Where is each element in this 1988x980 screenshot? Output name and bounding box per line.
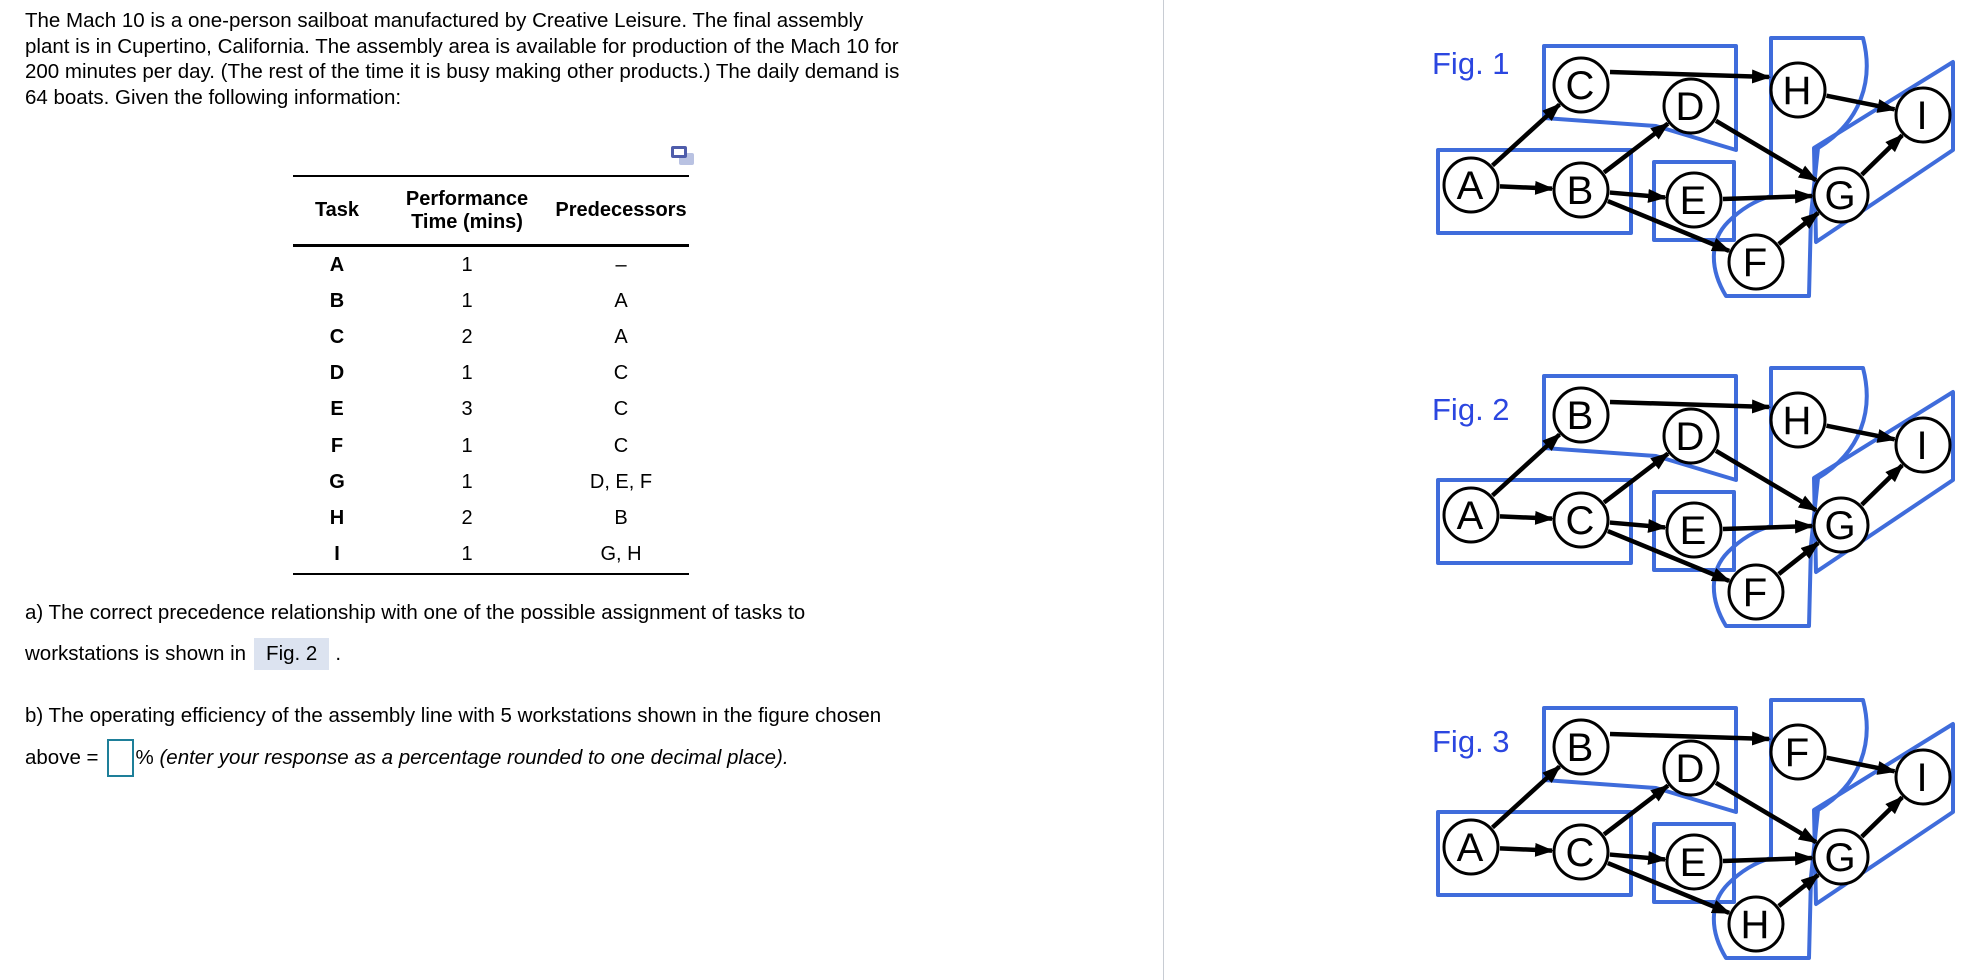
table-cell-task: C	[329, 325, 345, 348]
header-predecessors: Predecessors	[555, 199, 687, 221]
task-node-label-G: G	[1824, 504, 1856, 548]
question-part-a	[25, 601, 805, 670]
table-cell-task: E	[330, 398, 344, 421]
precedence-arrow-B-F	[1610, 734, 1769, 739]
duplicate-icon-front-rect	[671, 146, 687, 158]
part-b-text: above =	[25, 746, 99, 769]
table-cell-task: H	[329, 506, 345, 529]
table-cell-pred: B	[614, 506, 628, 529]
table-cell-task: B	[329, 289, 345, 312]
part-b-instruction: (enter your response as a percentage rounded to one decimal place).	[159, 746, 789, 769]
table-header-row	[293, 177, 689, 247]
precedence-arrow-E-G	[1723, 196, 1812, 199]
part-b-text: b) The operating efficiency of the assembly line with 5 workstations shown in the figure chosen	[25, 704, 882, 727]
table-body	[293, 247, 689, 573]
task-node-label-D: D	[1675, 747, 1705, 791]
task-node-label-A: A	[1456, 164, 1484, 208]
precedence-arrow-E-G	[1723, 526, 1812, 529]
task-node-label-I: I	[1916, 424, 1928, 468]
table-cell-time: 2	[461, 506, 473, 529]
precedence-arrow-B-H	[1610, 402, 1769, 407]
figure-1-label: Fig. 1	[1432, 46, 1510, 81]
table-row	[293, 392, 689, 428]
table-cell-time: 1	[461, 543, 473, 566]
task-node-label-H: H	[1782, 399, 1812, 443]
figure-choice-dropdown-selection[interactable]: Fig. 2	[254, 638, 329, 670]
precedence-arrow-C-E	[1610, 523, 1665, 528]
table-cell-pred: A	[614, 289, 628, 312]
part-b-answer-line	[25, 738, 881, 778]
table-cell-time: 1	[461, 434, 473, 457]
task-node-label-I: I	[1916, 756, 1928, 800]
problem-statement	[25, 8, 899, 110]
table-cell-time: 2	[461, 325, 473, 348]
table-row	[293, 537, 689, 573]
table-cell-pred: –	[615, 253, 627, 276]
table-row	[293, 428, 689, 464]
problem-line: The Mach 10 is a one-person sailboat manufactured by Creative Leisure. The final assembly	[25, 9, 864, 32]
table-row	[293, 500, 689, 536]
problem-line: 64 boats. Given the following information:	[25, 85, 402, 109]
task-node-label-E: E	[1679, 841, 1707, 885]
header-task: Task	[314, 199, 360, 221]
task-node-label-A: A	[1456, 826, 1484, 870]
task-node-label-B: B	[1566, 394, 1594, 438]
figure-3	[1426, 662, 1978, 974]
problem-line: plant is in Cupertino, California. The assembly area is available for production of the Mach 10 for	[25, 34, 899, 58]
precedence-diagram-2	[1426, 330, 1978, 642]
table-cell-pred: D, E, F	[589, 470, 653, 493]
table-row	[293, 319, 689, 355]
precedence-arrow-A-B	[1492, 767, 1559, 828]
table-cell-task: G	[329, 470, 345, 493]
part-a-text: a) The correct precedence relationship with one of the possible assignment of tasks to	[25, 601, 806, 624]
part-a-answer-line	[25, 638, 805, 670]
precedence-arrow-A-C	[1500, 848, 1552, 850]
task-node-label-I: I	[1916, 94, 1928, 138]
task-node-label-E: E	[1679, 509, 1707, 553]
table-cell-pred: C	[613, 362, 629, 385]
task-node-label-H: H	[1782, 69, 1812, 113]
task-node-label-F: F	[1742, 571, 1768, 615]
header-performance-time: Performance Time (mins)	[405, 187, 529, 233]
task-node-label-G: G	[1824, 174, 1856, 218]
precedence-arrow-A-B	[1492, 435, 1559, 496]
task-node-label-D: D	[1675, 415, 1705, 459]
precedence-arrow-G-I	[1862, 465, 1902, 504]
precedence-arrow-A-B	[1500, 186, 1552, 188]
table-cell-time: 1	[461, 470, 473, 493]
precedence-arrow-C-E	[1610, 855, 1665, 860]
precedence-arrow-G-I	[1862, 135, 1902, 174]
precedence-diagram-3	[1426, 662, 1978, 974]
precedence-arrow-E-G	[1723, 858, 1812, 861]
table-cell-pred: C	[613, 434, 629, 457]
table-cell-task: F	[330, 434, 344, 457]
task-node-label-B: B	[1566, 726, 1594, 770]
figure-2-label: Fig. 2	[1432, 392, 1510, 427]
table-cell-time: 1	[461, 289, 473, 312]
part-a-text: workstations is shown in	[25, 642, 247, 665]
table-cell-time: 3	[461, 398, 473, 421]
precedence-arrow-C-H	[1610, 72, 1769, 77]
question-part-b	[25, 704, 881, 778]
problem-line: 200 minutes per day. (The rest of the time it is busy making other products.) The daily demand is	[25, 60, 900, 83]
figure-2	[1426, 330, 1978, 642]
figure-1	[1426, 0, 1978, 312]
task-node-label-C: C	[1565, 64, 1595, 108]
task-node-label-H: H	[1740, 903, 1770, 947]
task-node-label-G: G	[1824, 836, 1856, 880]
percent-sign: %	[135, 746, 154, 769]
table-row	[293, 356, 689, 392]
figures-pane	[1164, 0, 1988, 980]
task-node-label-F: F	[1784, 731, 1810, 775]
precedence-diagram-1	[1426, 0, 1978, 312]
table-cell-task: I	[334, 543, 340, 566]
precedence-arrow-G-I	[1862, 797, 1902, 836]
task-node-label-F: F	[1742, 241, 1768, 285]
part-a-text: .	[335, 642, 342, 665]
task-node-label-A: A	[1456, 494, 1484, 538]
table-cell-pred: G, H	[600, 543, 642, 566]
task-node-label-C: C	[1565, 831, 1595, 875]
table-row	[293, 247, 689, 283]
precedence-arrow-A-C	[1500, 516, 1552, 518]
table-cell-time: 1	[461, 253, 473, 276]
table-cell-pred: A	[614, 325, 628, 348]
task-data-table	[293, 175, 689, 575]
task-node-label-D: D	[1675, 85, 1705, 129]
task-node-label-C: C	[1565, 499, 1595, 543]
table-cell-time: 1	[461, 362, 473, 385]
precedence-arrow-A-C	[1492, 105, 1559, 166]
table-row	[293, 283, 689, 319]
table-cell-pred: C	[613, 398, 629, 421]
task-node-label-E: E	[1679, 179, 1707, 223]
table-row	[293, 464, 689, 500]
table-cell-task: A	[329, 253, 345, 276]
precedence-arrow-B-E	[1610, 193, 1665, 198]
figure-3-label: Fig. 3	[1432, 724, 1510, 759]
task-node-label-B: B	[1566, 169, 1594, 213]
efficiency-answer-input[interactable]	[107, 739, 134, 777]
duplicate-table-icon[interactable]	[671, 146, 695, 166]
table-cell-task: D	[329, 362, 345, 385]
